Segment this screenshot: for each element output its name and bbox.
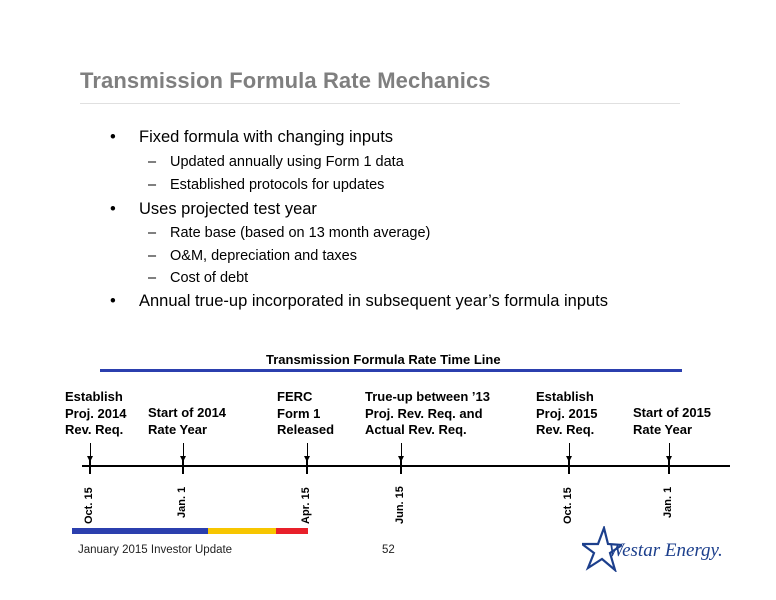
footer-text: January 2015 Investor Update [78,544,233,556]
down-arrow-icon [669,443,670,457]
event-line: Form 1 [277,405,321,421]
event-line: Actual Rev. Req. [365,422,467,437]
down-arrow-icon [183,443,184,457]
down-arrow-icon [569,443,570,457]
timeline-axis [82,465,730,467]
timeline-event-label [536,389,597,439]
logo-text: Westar Energy. [608,540,723,561]
bullet-text: Fixed formula with changing inputs [139,128,394,146]
page-number: 52 [382,544,395,556]
slide-title: Transmission Formula Rate Mechanics [80,68,491,93]
color-bar-yellow [208,528,276,534]
sub-bullet-text: Cost of debt [170,270,249,286]
timeline-tick [668,458,670,474]
date-label: Jun. 15 [394,486,406,524]
sub-bullet-symbol: – [148,225,157,241]
timeline-event-label [148,405,226,438]
bullet-item [110,200,317,219]
bullet-symbol: • [110,128,116,146]
sub-bullet-symbol: – [148,248,157,264]
timeline-tick [89,458,91,474]
date-label: Oct. 15 [83,487,95,524]
sub-bullet-text: Updated annually using Form 1 data [170,154,404,170]
bullet-symbol: • [110,200,116,218]
event-line: Establish [536,389,594,404]
date-label: Jan. 1 [662,486,674,518]
timeline-event-label [633,405,711,438]
title-rule [80,103,680,104]
event-line: Rev. Req. [65,422,124,437]
timeline-tick [182,458,184,474]
timeline-title: Transmission Formula Rate Time Line [266,352,501,367]
event-line: Establish [65,389,123,404]
event-line: Proj. Rev. Req. and [365,405,483,421]
timeline-event-label [277,389,334,439]
down-arrow-icon [307,443,308,457]
date-label: Oct. 15 [562,487,574,524]
sub-bullet-item [148,248,357,264]
timeline-event-label [65,389,126,439]
event-line: FERC [277,389,313,404]
sub-bullet-item [148,154,404,170]
bullet-item [110,292,608,311]
event-line: Rev. Req. [536,422,595,437]
date-label: Jan. 1 [176,486,188,518]
sub-bullet-symbol: – [148,270,157,286]
sub-bullet-item [148,177,384,193]
date-label: Apr. 15 [300,487,312,524]
timeline-title-rule [100,369,682,372]
timeline-event-label [365,389,490,439]
event-line: Released [277,422,335,437]
sub-bullet-symbol: – [148,154,157,170]
down-arrow-icon [90,443,91,457]
bullet-text: Uses projected test year [139,200,317,218]
event-line: Start of 2014 [148,405,227,420]
timeline-tick [400,458,402,474]
sub-bullet-item [148,270,248,286]
event-line: Rate Year [148,421,208,437]
event-line: True-up between ’13 [365,389,490,404]
bullet-symbol: • [110,292,116,310]
event-line: Rate Year [633,421,693,437]
westar-energy-logo [582,524,722,574]
down-arrow-icon [401,443,402,457]
bullet-text: Annual true-up incorporated in subsequent year’s formula inputs [139,292,609,310]
color-bar-red [276,528,308,534]
sub-bullet-text: Established protocols for updates [170,177,385,193]
event-line: Proj. 2015 [536,405,598,421]
bullet-item [110,128,393,147]
color-bar-blue [72,528,208,534]
timeline-tick [568,458,570,474]
sub-bullet-symbol: – [148,177,157,193]
sub-bullet-text: O&M, depreciation and taxes [170,248,357,264]
sub-bullet-text: Rate base (based on 13 month average) [170,225,431,241]
sub-bullet-item [148,225,430,241]
event-line: Start of 2015 [633,405,712,420]
timeline-tick [306,458,308,474]
event-line: Proj. 2014 [65,405,127,421]
